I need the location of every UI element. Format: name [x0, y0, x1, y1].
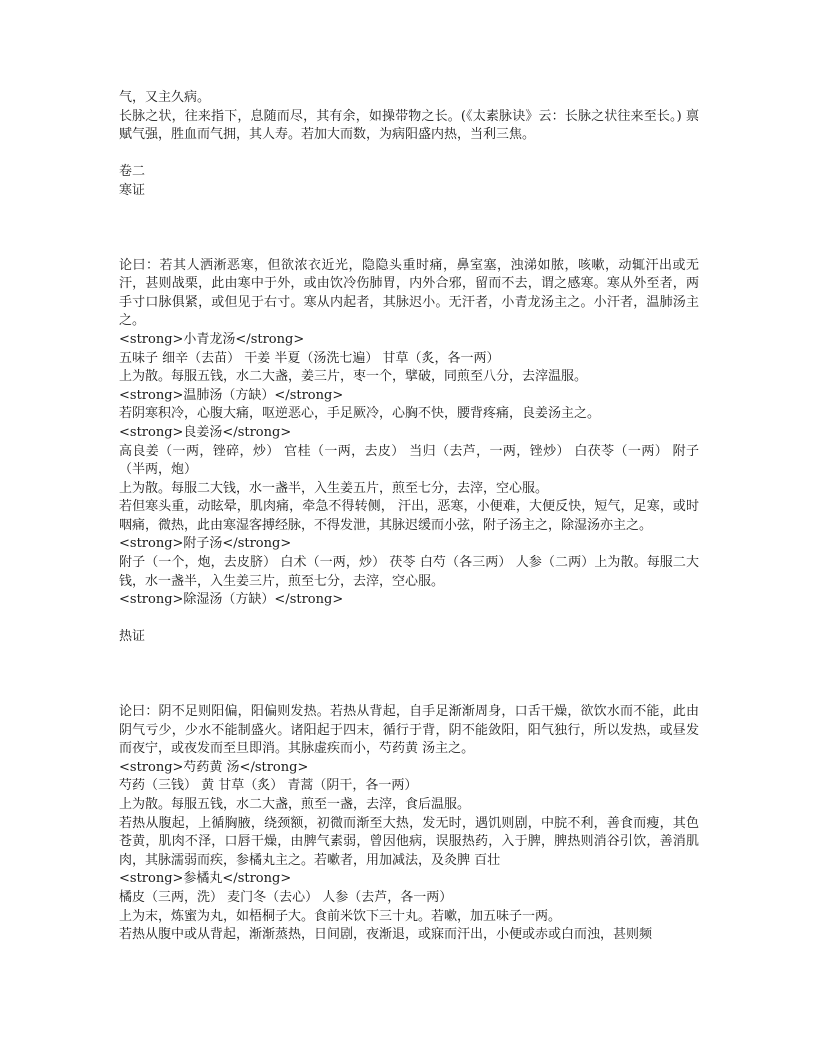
- intro-paragraph: 气，又主久病。: [119, 90, 211, 105]
- formula-title: <strong>温肺汤（方缺）</strong>: [119, 387, 344, 403]
- formula-instructions: 上为散。每服五钱，水二大盏，煎至一盏，去滓，食后温服。: [119, 797, 471, 812]
- paragraph: 论曰：阴不足则阳偏，阳偏则发热。若热从背起，自手足渐渐周身，口舌干燥，欲饮水而不能，此由阴气亏少，少水不能制盛火。诸阳起于四末，循行于背，阴不能敛阳，阳气独行，所以发热，或昼发而夜宁，或夜发而至旦即消。其脉虚疾而小，芍药黄 汤主之。: [119, 704, 699, 757]
- section-heading-cold: 寒证: [119, 182, 146, 198]
- volume-heading: 卷二: [119, 164, 146, 180]
- paragraph: 若阴寒积冷，心腹大痛，呕逆恶心，手足厥冷，心胸不快，腰背疼痛，良姜汤主之。: [119, 406, 601, 422]
- formula-instructions: 上为散。每服五钱，水二大盏，姜三片，枣一个，擘破，同煎至八分，去滓温服。: [119, 369, 588, 385]
- formula-instructions: 上为散。每服二大钱，水一盏半，入生姜五片，煎至七分，去滓，空心服。: [119, 480, 549, 496]
- formula-ingredients: 五味子 细辛（去苗） 干姜 半夏（汤洗七遍） 甘草（炙，各一两）: [119, 350, 500, 366]
- formula-title: <strong>小青龙汤</strong>: [119, 331, 305, 347]
- formula-title: <strong>附子汤</strong>: [119, 536, 292, 552]
- formula-title: <strong>芍药黄 汤</strong>: [119, 759, 309, 775]
- paragraph: 若热从腹起，上循胸腋，绕颈额，初微而渐至大热，发无时，遇饥则剧，中脘不利，善食而瘦，其色苍黄，肌肉不泽，口唇干燥，由脾气素弱，曾因他病，误服热药，入于脾，脾热则消谷引饮，善消肌肉，其脉濡弱而疾，参橘丸主之。若嗽者，用加减法，及灸脾 百壮: [119, 815, 699, 868]
- formula-title: <strong>参橘丸</strong>: [119, 871, 292, 887]
- formula-title: <strong>良姜汤</strong>: [119, 424, 292, 440]
- intro-paragraph: 长脉之状，往来指下，息随而尽，其有余，如操带物之长。(《太素脉诀》云：长脉之状往来至长。) 禀赋气强，胜血而气拥，其人寿。若加大而数，为病阳盛内热，当利三焦。: [119, 108, 699, 143]
- document-page: [119, 89, 699, 945]
- formula-ingredients: 附子（一个，炮，去皮脐） 白术（一两，炒） 茯苓 白芍（各三两） 人参（二两）上为散。每服二大钱，水一盏半，入生姜三片，煎至七分，去滓，空心服。: [119, 555, 699, 589]
- paragraph: 论曰：若其人洒淅恶寒，但欲浓衣近光，隐隐头重时痛，鼻室塞，浊涕如脓，咳嗽，动辄汗出或无汗，甚则战栗，此由寒中于外，或由饮冷伤肺胃，内外合邪，留而不去，谓之感寒。寒从外至者，两手寸口脉俱紧，或但见于右寸。寒从内起者，其脉迟小。无汗者，小青龙汤主之。小汗者，温肺汤主之。: [119, 257, 699, 329]
- formula-ingredients: 高良姜（一两，锉碎，炒） 官桂（一两，去皮） 当归（去芦，一两，锉炒） 白茯苓（一两） 附子（半两，炮）: [119, 443, 699, 478]
- formula-ingredients: 芍药（三钱） 黄 甘草（炙） 青蒿（阴干，各一两）: [119, 778, 418, 794]
- formula-instructions: 上为末，炼蜜为丸，如梧桐子大。食前米饮下三十丸。若嗽，加五味子一两。: [119, 908, 562, 924]
- formula-title: <strong>除湿汤（方缺）</strong>: [119, 592, 344, 608]
- section-heading-heat: 热证: [119, 629, 146, 645]
- formula-ingredients: 橘皮（三两，洗） 麦门冬（去心） 人参（去芦，各一两）: [119, 889, 453, 905]
- paragraph: 若热从腹中或从背起，渐渐蒸热，日间剧，夜渐退，或寐而汗出，小便或赤或白而浊，甚则频: [119, 927, 653, 943]
- paragraph: 若但寒头重，动眩晕，肌肉痛，牵急不得转侧， 汗出，恶寒，小便难，大便反快，短气，足寒，或时咽痛，微热，此由寒湿客搏经脉，不得发泄，其脉迟缓而小弦，附子汤主之，除湿汤亦主之。: [119, 499, 699, 533]
